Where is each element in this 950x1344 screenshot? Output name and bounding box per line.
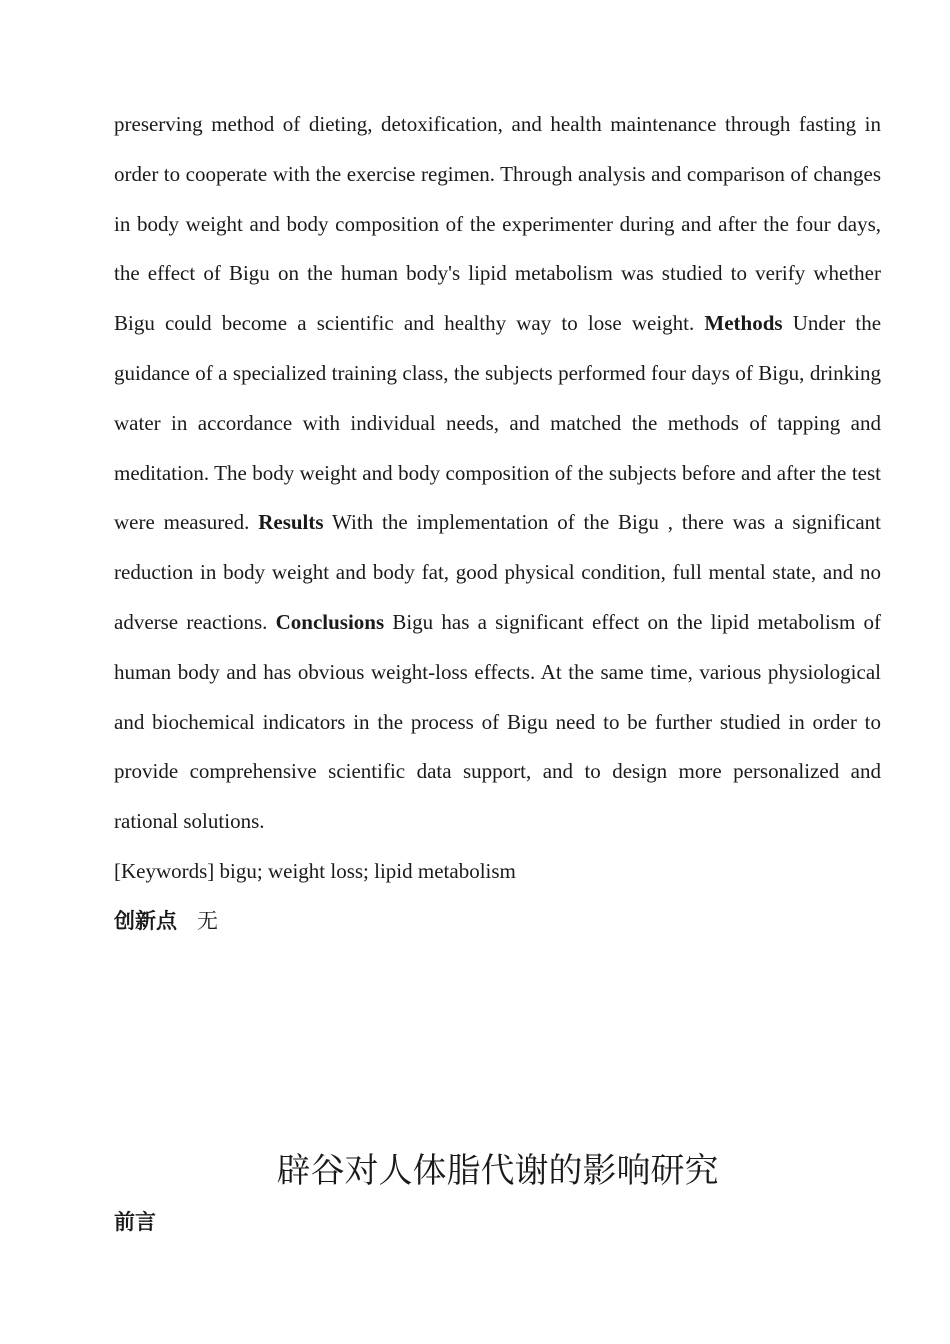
results-text: With the implementation of the Bigu , there was a significant reduction in body weight and body fat, good physical condition, full mental state, and no adverse reactions.	[114, 510, 881, 634]
methods-text: Under the guidance of a specialized training class, the subjects performed four days of Bigu, drinking water in accordance with individual needs, and matched the methods of tapping and meditation. The body weight and body composition of the subjects before and after the test were measured.	[114, 311, 882, 535]
conclusions-label: Conclusions	[275, 609, 385, 634]
innovation-label: 创新点	[114, 908, 177, 933]
section-heading-preface: 前言	[114, 1210, 156, 1234]
innovation-line	[114, 897, 881, 947]
innovation-value: 无	[197, 908, 218, 933]
keywords-line: [Keywords] bigu; weight loss; lipid metabolism	[114, 858, 516, 883]
methods-label: Methods	[704, 311, 783, 336]
document-body	[114, 100, 881, 947]
abstract-intro: preserving method of dieting, detoxification, and health maintenance through fasting in order to cooperate with the exercise regimen. Through analysis and comparison of changes in body weight and body composition of the experimenter during and after the four days, the effect of Bigu on the human body's lipid metabolism was studied to verify whether Bigu could become a scientific and healthy way to lose weight.	[114, 112, 881, 336]
chinese-title: 辟谷对人体脂代谢的影响研究	[276, 1151, 719, 1191]
conclusions-text: Bigu has a significant effect on the lipid metabolism of human body and has obvious weight-loss effects. At the same time, various physiological and biochemical indicators in the process of Bigu need to be further studied in order to provide comprehensive scientific data support, and to design more personalized and rational solutions.	[114, 609, 882, 834]
results-label: Results	[258, 510, 324, 535]
abstract-paragraph	[114, 100, 881, 847]
